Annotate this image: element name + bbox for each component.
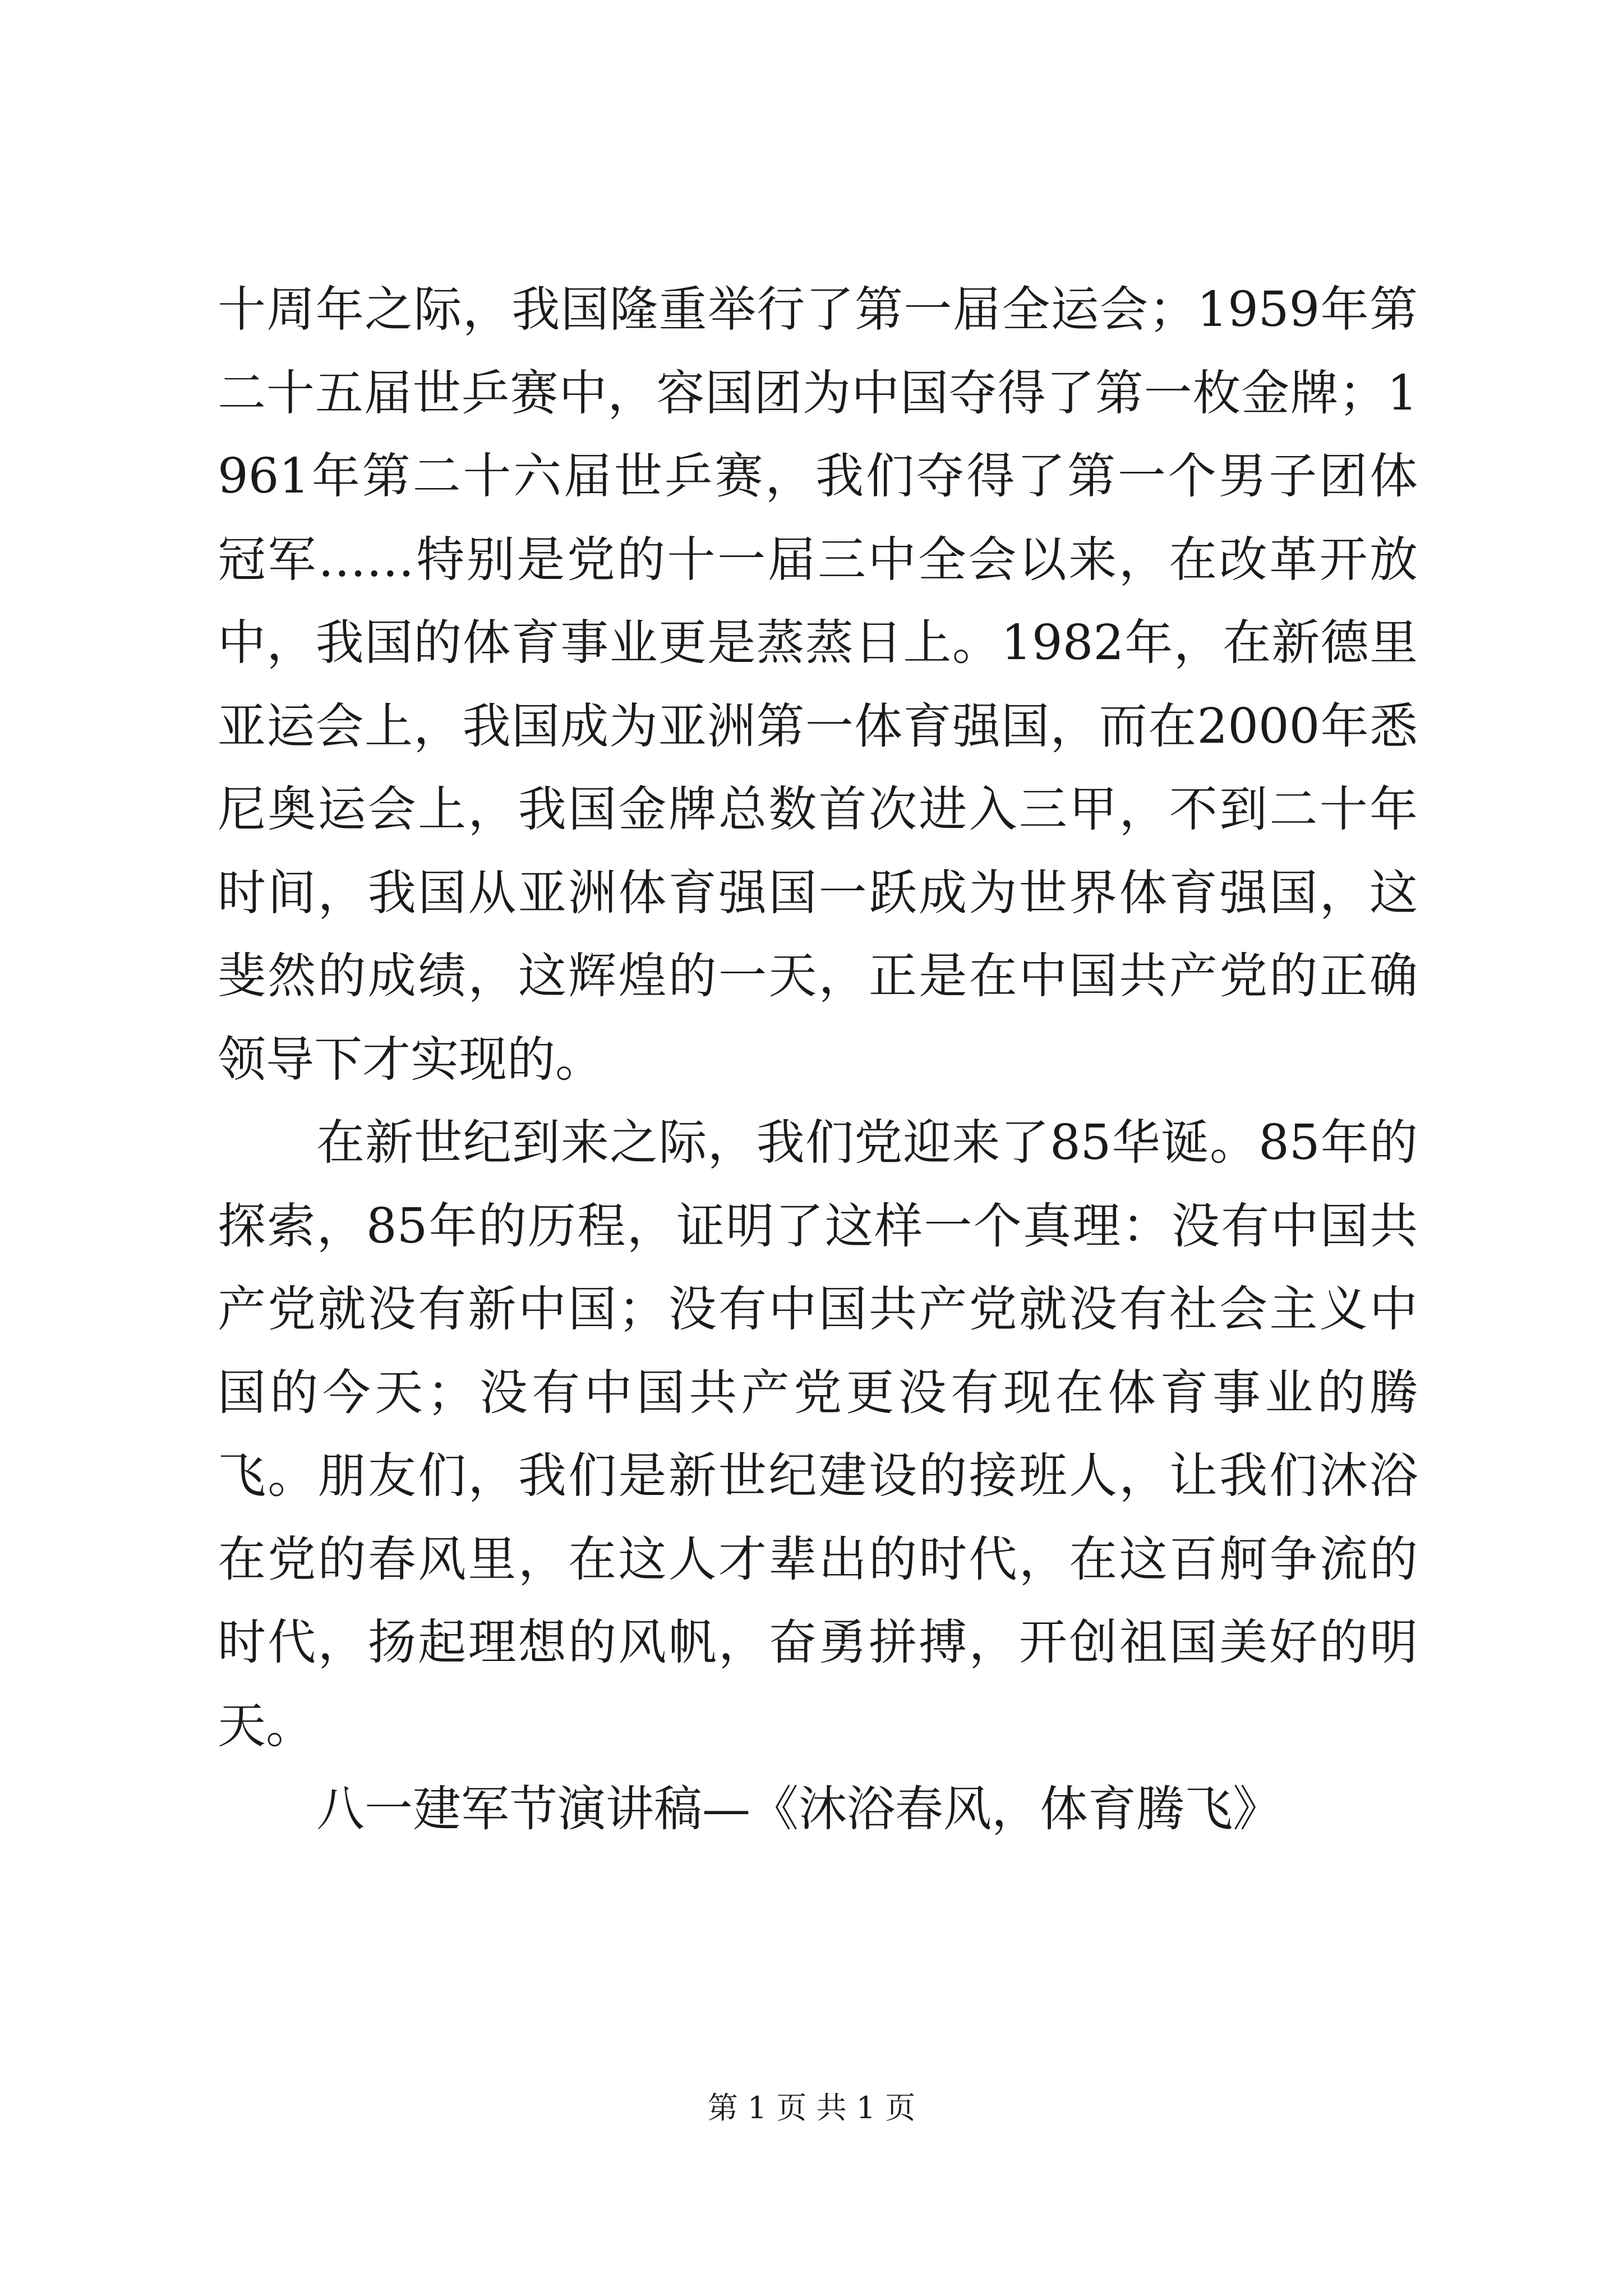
closing-title: 八一建军节演讲稿—《沐浴春风，体育腾飞》 <box>316 1781 1281 1837</box>
paragraph-2: 在新世纪到来之际，我们党迎来了85华诞。85年的探索，85年的历程，证明了这样一个真理：没有中国共产党就没有新中国；没有中国共产党就没有社会主义中国的今天；没有中国共产党更没有现在体育事业的腾飞。朋友们，我们是新世纪建设的接班人，让我们沐浴在党的春风里，在这人才辈出的时代，在这百舸争流的时代，扬起理想的风帆，奋勇拼搏，开创祖国美好的明天。 <box>218 1115 1418 1754</box>
paragraph-1: 十周年之际，我国隆重举行了第一届全运会；1959年第二十五届世乒赛中，容国团为中国夺得了第一枚金牌；1961年第二十六届世乒赛，我们夺得了第一个男子团体冠军……特别是党的十一届三中全会以来，在改革开放中，我国的体育事业更是蒸蒸日上。1982年，在新德里亚运会上，我国成为亚洲第一体育强国，而在2000年悉尼奥运会上，我国金牌总数首次进入三甲，不到二十年时间，我国从亚洲体育强国一跃成为世界体育强国，这斐然的成绩，这辉煌的一天，正是在中国共产党的正确领导下才实现的。 <box>218 282 1418 1088</box>
page-footer: 第 1 页 共 1 页 <box>707 2090 916 2125</box>
document-body <box>218 268 1418 1851</box>
